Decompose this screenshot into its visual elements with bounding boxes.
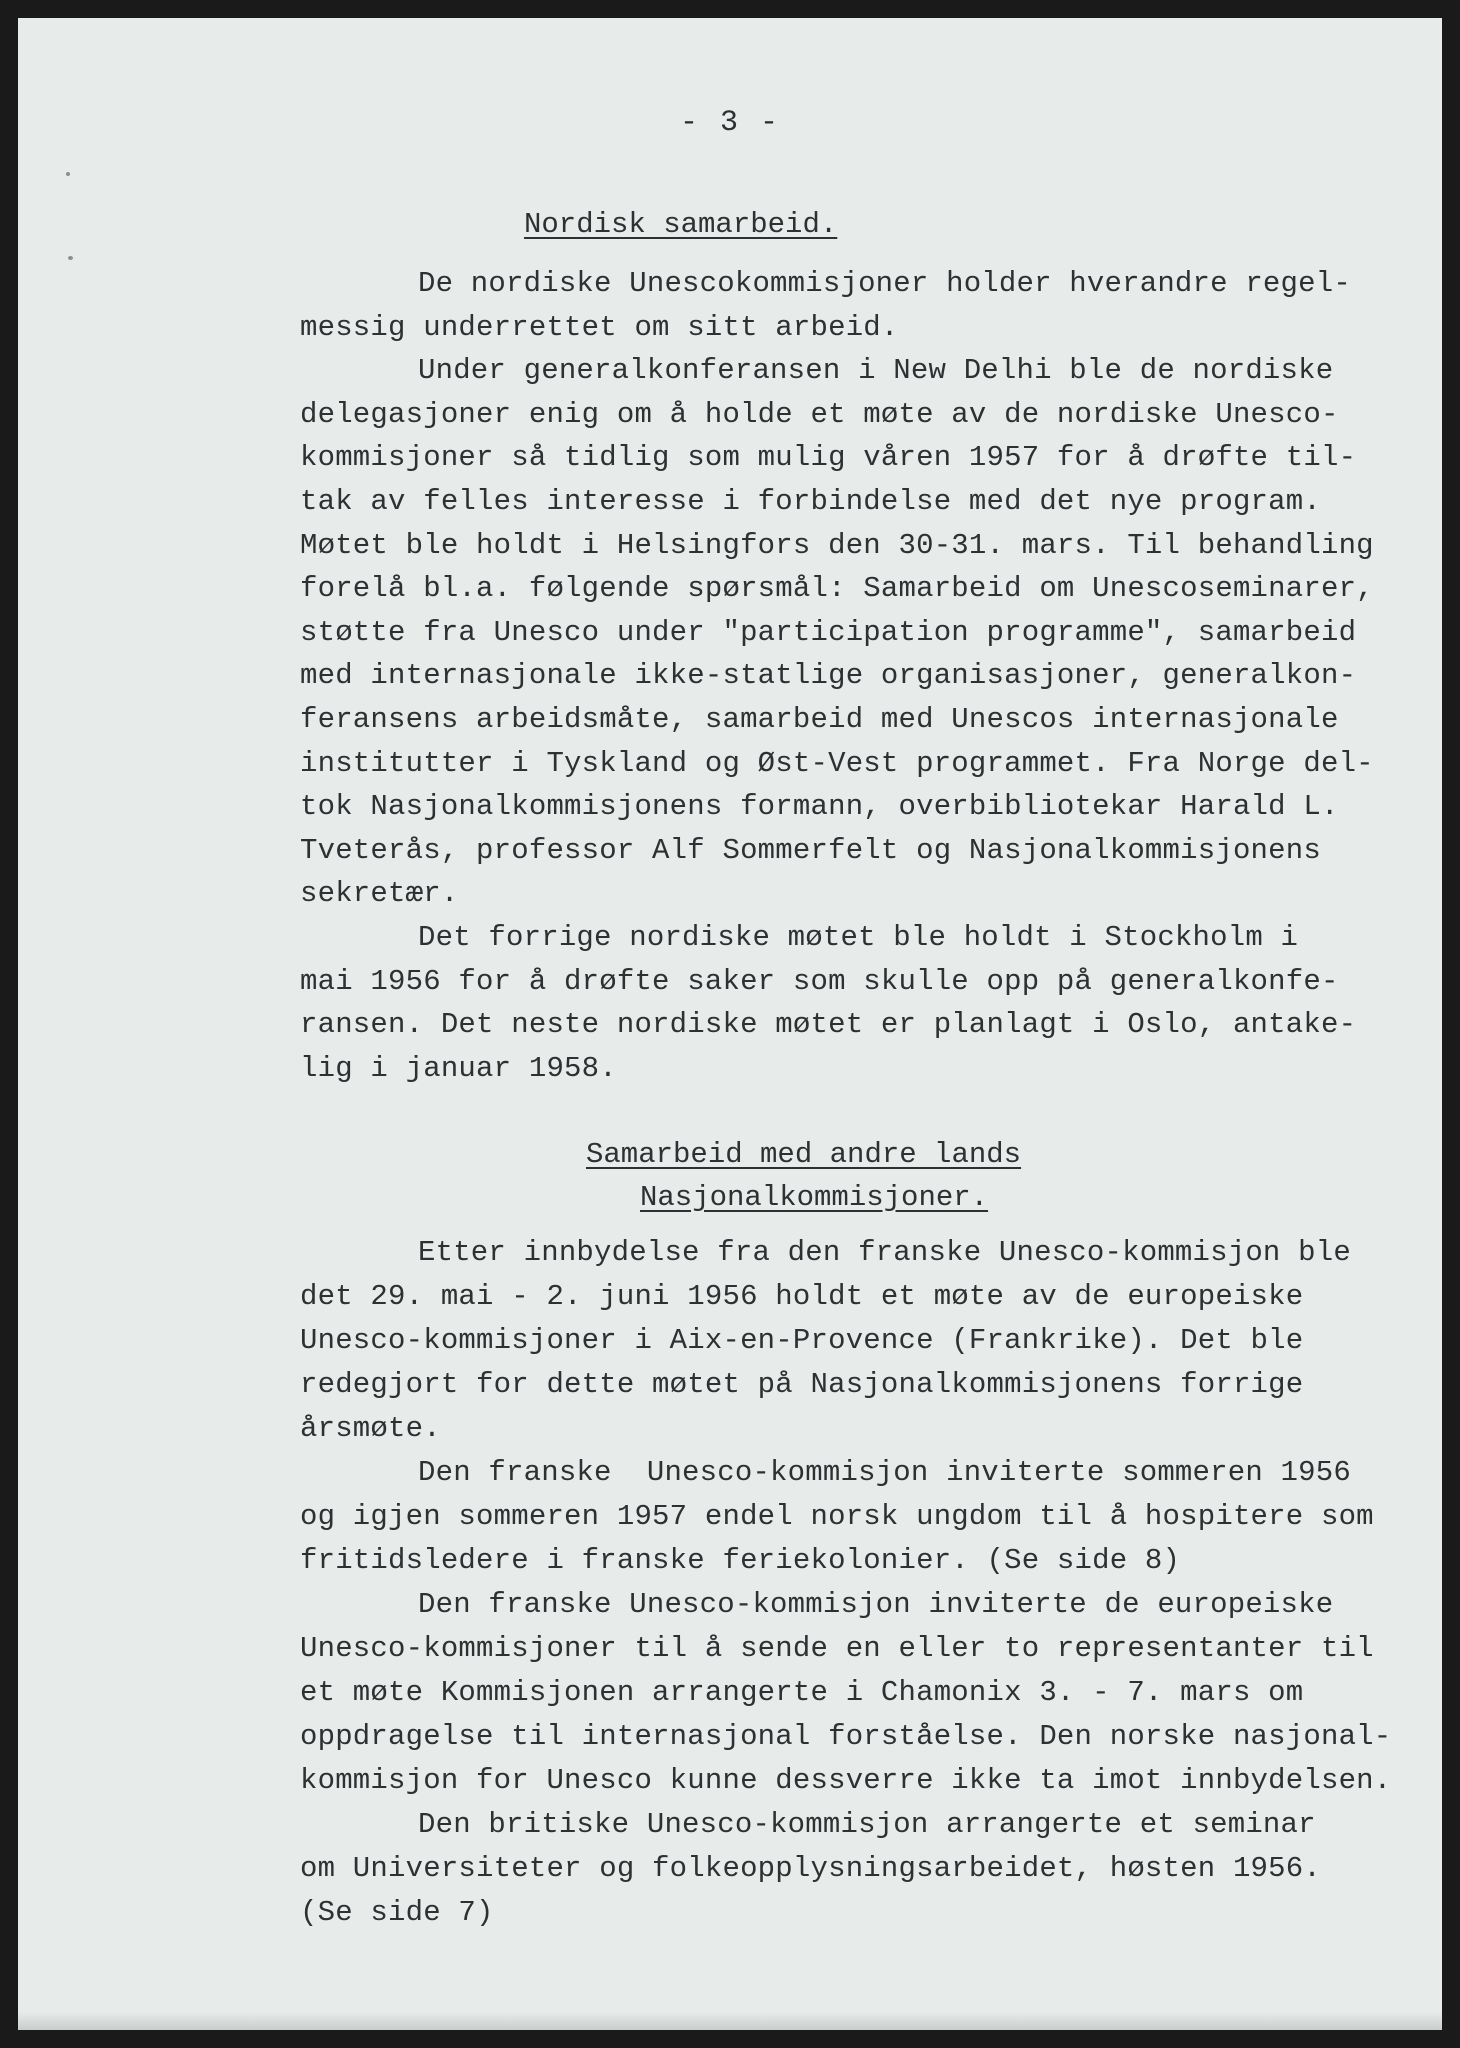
text-line: Under generalkonferansen i New Delhi ble de nordiske bbox=[418, 354, 1334, 387]
text-line: kommisjoner så tidlig som mulig våren 1957 for å drøfte til- bbox=[300, 441, 1357, 474]
section-heading-nordisk-samarbeid: Nordisk samarbeid. bbox=[524, 208, 838, 241]
text-line: Unesco-kommisjoner til å sende en eller to representanter til bbox=[300, 1632, 1374, 1665]
text-line: Den franske Unesco-kommisjon inviterte de europeiske bbox=[418, 1588, 1334, 1621]
text-line: redegjort for dette møtet på Nasjonalkommisjonens forrige bbox=[300, 1368, 1304, 1401]
text-line: tak av felles interesse i forbindelse med det nye program. bbox=[300, 485, 1321, 518]
text-line: Etter innbydelse fra den franske Unesco-kommisjon ble bbox=[418, 1236, 1351, 1269]
page-bottom-shadow bbox=[18, 2012, 1442, 2030]
text-line: lig i januar 1958. bbox=[300, 1052, 617, 1085]
text-line: institutter i Tyskland og Øst-Vest programmet. Fra Norge del- bbox=[300, 747, 1374, 780]
text-line: Tveterås, professor Alf Sommerfelt og Nasjonalkommisjonens bbox=[300, 834, 1321, 867]
text-line: tok Nasjonalkommisjonens formann, overbibliotekar Harald L. bbox=[300, 790, 1339, 823]
punch-mark-lower bbox=[68, 256, 73, 260]
text-line: det 29. mai - 2. juni 1956 holdt et møte av de europeiske bbox=[300, 1280, 1304, 1313]
text-line: feransens arbeidsmåte, samarbeid med Unescos internasjonale bbox=[300, 703, 1339, 736]
text-line: Det forrige nordiske møtet ble holdt i Stockholm i bbox=[418, 921, 1299, 954]
section-heading-samarbeid-line1: Samarbeid med andre lands bbox=[586, 1138, 1022, 1171]
text-line: Den franske Unesco-kommisjon inviterte sommeren 1956 bbox=[418, 1456, 1351, 1489]
text-line: oppdragelse til internasjonal forståelse. Den norske nasjonal- bbox=[300, 1720, 1392, 1753]
text-line: (Se side 7) bbox=[300, 1896, 494, 1929]
text-line: forelå bl.a. følgende spørsmål: Samarbeid om Unescoseminarer, bbox=[300, 572, 1374, 605]
text-line: sekretær. bbox=[300, 877, 459, 910]
text-line: et møte Kommisjonen arrangerte i Chamonix 3. - 7. mars om bbox=[300, 1676, 1304, 1709]
text-line: ransen. Det neste nordiske møtet er planlagt i Oslo, antake- bbox=[300, 1008, 1357, 1041]
text-line: messig underrettet om sitt arbeid. bbox=[300, 311, 899, 344]
text-line: årsmøte. bbox=[300, 1412, 441, 1445]
text-line: mai 1956 for å drøfte saker som skulle opp på generalkonfe- bbox=[300, 965, 1339, 998]
section-heading-samarbeid-line2: Nasjonalkommisjoner. bbox=[640, 1181, 989, 1214]
text-line: Den britiske Unesco-kommisjon arrangerte et seminar bbox=[418, 1808, 1316, 1841]
text-line: og igjen sommeren 1957 endel norsk ungdom til å hospitere som bbox=[300, 1500, 1374, 1533]
text-line: delegasjoner enig om å holde et møte av de nordiske Unesco- bbox=[300, 398, 1339, 431]
text-line: Møtet ble holdt i Helsingfors den 30-31. mars. Til behandling bbox=[300, 529, 1374, 562]
text-line: fritidsledere i franske feriekolonier. (Se side 8) bbox=[300, 1544, 1181, 1577]
document-page bbox=[18, 18, 1442, 2030]
text-line: med internasjonale ikke-statlige organisasjoner, generalkon- bbox=[300, 659, 1357, 692]
text-line: om Universiteter og folkeopplysningsarbeidet, høsten 1956. bbox=[300, 1852, 1321, 1885]
text-line: kommisjon for Unesco kunne dessverre ikke ta imot innbydelsen. bbox=[300, 1764, 1392, 1797]
text-line: støtte fra Unesco under "participation programme", samarbeid bbox=[300, 616, 1357, 649]
text-line: De nordiske Unescokommisjoner holder hverandre regel- bbox=[418, 267, 1351, 300]
text-line: Unesco-kommisjoner i Aix-en-Provence (Frankrike). Det ble bbox=[300, 1324, 1304, 1357]
page-number: - 3 - bbox=[679, 106, 780, 140]
punch-mark-upper bbox=[66, 172, 70, 176]
